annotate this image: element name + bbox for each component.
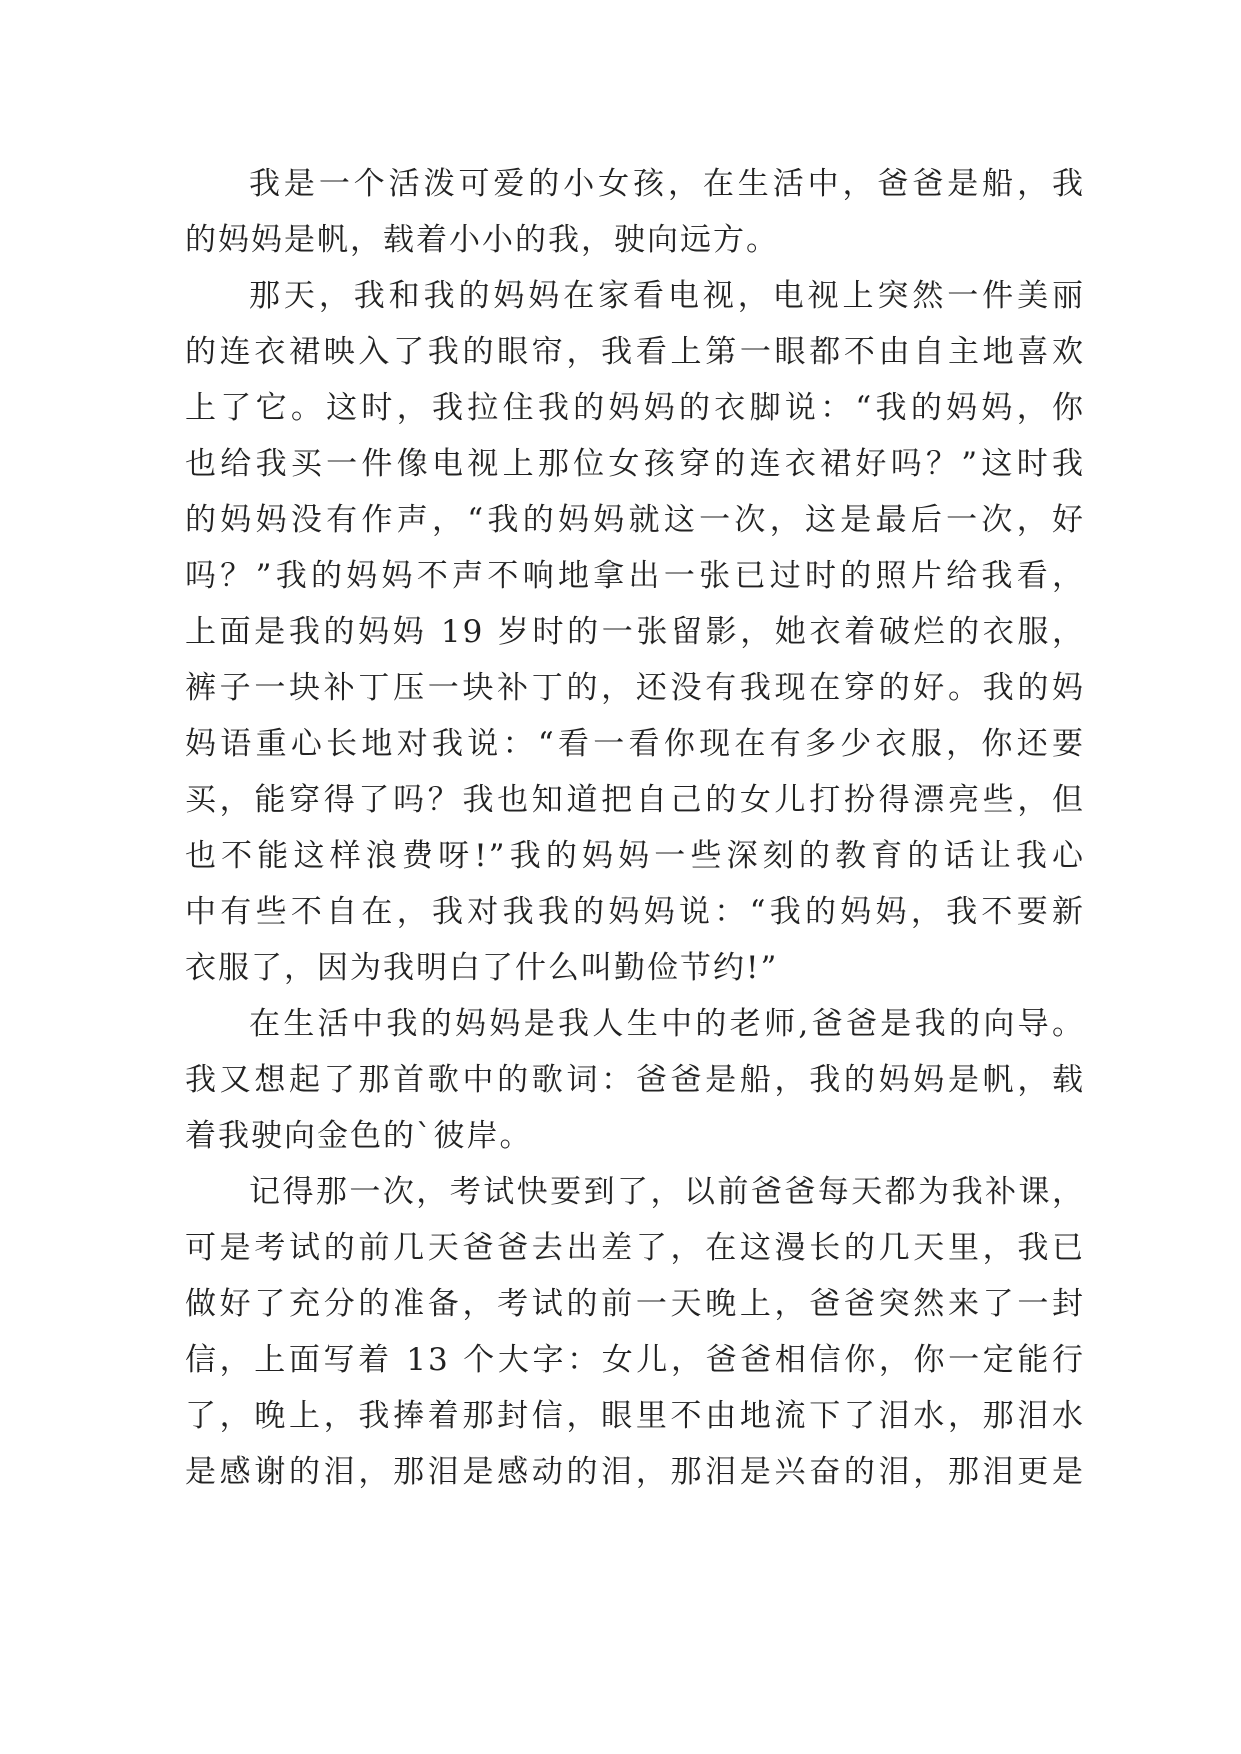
paragraph-4-line-5: 了，晚上，我捧着那封信，眼里不由地流下了泪水，那泪水 <box>185 1398 1085 1434</box>
document-body <box>185 156 1085 1500</box>
paragraph-2-line-13: 衣服了，因为我明白了什么叫勤俭节约!” <box>185 950 779 986</box>
paragraph-3-line-1: 在生活中我的妈妈是我人生中的老师,爸爸是我的向导。 <box>249 1006 1085 1042</box>
paragraph-2-line-6: 吗？”我的妈妈不声不响地拿出一张已过时的照片给我看， <box>185 558 1085 594</box>
paragraph-1-line-2: 的妈妈是帆，载着小小的我，驶向远方。 <box>185 222 779 258</box>
paragraph-3-line-3: 着我驶向金色的`彼岸。 <box>185 1118 533 1154</box>
paragraph-2-line-10: 买，能穿得了吗？我也知道把自己的女儿打扮得漂亮些，但 <box>185 782 1085 818</box>
paragraph-4-line-3: 做好了充分的准备，考试的前一天晚上，爸爸突然来了一封 <box>185 1286 1085 1322</box>
paragraph-4-line-2: 可是考试的前几天爸爸去出差了，在这漫长的几天里，我已 <box>185 1230 1085 1266</box>
paragraph-2-line-12: 中有些不自在，我对我我的妈妈说：“我的妈妈，我不要新 <box>185 894 1085 930</box>
paragraph-2-line-2: 的连衣裙映入了我的眼帘，我看上第一眼都不由自主地喜欢 <box>185 334 1085 370</box>
paragraph-4-line-1: 记得那一次，考试快要到了，以前爸爸每天都为我补课， <box>249 1174 1085 1210</box>
paragraph-2-line-8: 裤子一块补丁压一块补丁的，还没有我现在穿的好。我的妈 <box>185 670 1085 706</box>
paragraph-3-line-2: 我又想起了那首歌中的歌词：爸爸是船，我的妈妈是帆，载 <box>185 1062 1085 1098</box>
paragraph-2-line-1: 那天，我和我的妈妈在家看电视，电视上突然一件美丽 <box>249 278 1085 314</box>
paragraph-2-line-3: 上了它。这时，我拉住我的妈妈的衣脚说：“我的妈妈，你 <box>185 390 1085 426</box>
paragraph-2-line-9: 妈语重心长地对我说：“看一看你现在有多少衣服，你还要 <box>185 726 1085 762</box>
paragraph-2-line-5: 的妈妈没有作声，“我的妈妈就这一次，这是最后一次，好 <box>185 502 1085 538</box>
paragraph-2-line-4: 也给我买一件像电视上那位女孩穿的连衣裙好吗？”这时我 <box>185 446 1085 482</box>
paragraph-2-line-7: 上面是我的妈妈 19 岁时的一张留影，她衣着破烂的衣服， <box>185 614 1085 650</box>
paragraph-4-line-6: 是感谢的泪，那泪是感动的泪，那泪是兴奋的泪，那泪更是 <box>185 1454 1085 1490</box>
paragraph-2-line-11: 也不能这样浪费呀!”我的妈妈一些深刻的教育的话让我心 <box>185 838 1085 874</box>
paragraph-1-line-1: 我是一个活泼可爱的小女孩，在生活中，爸爸是船，我 <box>249 166 1085 202</box>
paragraph-4-line-4: 信，上面写着 13 个大字：女儿，爸爸相信你，你一定能行 <box>185 1342 1085 1378</box>
